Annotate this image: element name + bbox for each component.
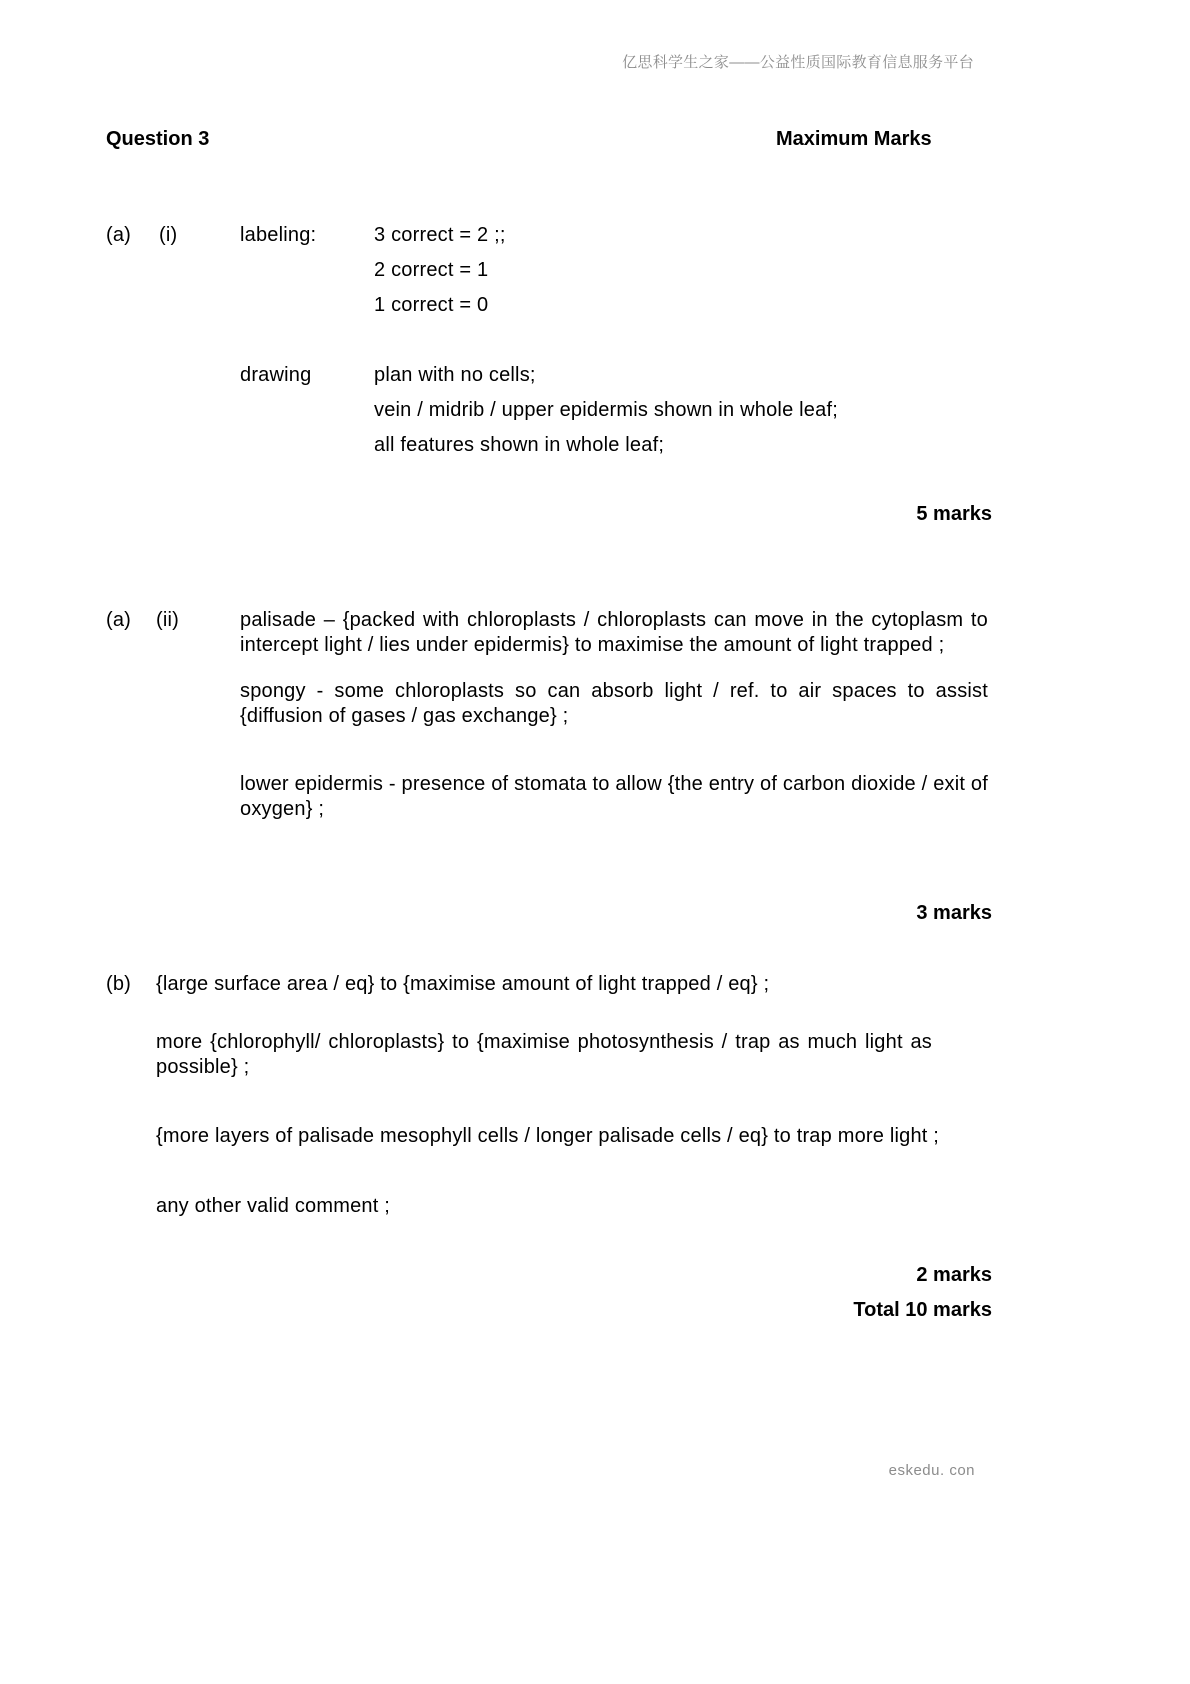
part-a-label: (a) [106, 224, 132, 246]
labeling-line: 3 correct = 2 ;; [374, 224, 506, 246]
part-a-ii-marks: 3 marks [916, 902, 992, 924]
part-b-label: (b) [106, 973, 132, 995]
answer-paragraph: spongy - some chloroplasts so can absorb light / ref. to air spaces to assist {diffusion of gases / gas exchange} ; [240, 680, 988, 727]
answer-paragraph: {more layers of palisade mesophyll cells / longer palisade cells / eq} to trap more light ; [156, 1125, 940, 1147]
drawing-line: plan with no cells; [374, 364, 536, 386]
answer-paragraph: {large surface area / eq} to {maximise amount of light trapped / eq} ; [156, 973, 770, 995]
total-marks: Total 10 marks [853, 1299, 992, 1321]
part-i-label: (i) [159, 224, 178, 246]
answer-paragraph: more {chlorophyll/ chloroplasts} to {maximise photosynthesis / trap as much light as possible} ; [156, 1031, 932, 1078]
drawing-line: vein / midrib / upper epidermis shown in whole leaf; [374, 399, 838, 421]
part-ii-label: (ii) [156, 609, 180, 631]
labeling-line: 2 correct = 1 [374, 259, 489, 281]
labeling-label: labeling: [240, 224, 317, 246]
site-header-text: 亿思科学生之家——公益性质国际教育信息服务平台 [622, 54, 974, 71]
answer-paragraph: any other valid comment ; [156, 1195, 390, 1217]
part-a-i-marks: 5 marks [916, 503, 992, 525]
part-b-marks: 2 marks [916, 1264, 992, 1286]
labeling-line: 1 correct = 0 [374, 294, 489, 316]
answer-paragraph: palisade – {packed with chloroplasts / chloroplasts can move in the cytoplasm to intercept light / lies under epidermis} to maximise the amount of light trapped ; [240, 609, 988, 656]
question-title: Question 3 [106, 128, 210, 150]
part-a-label: (a) [106, 609, 132, 631]
drawing-label: drawing [240, 364, 312, 386]
maximum-marks-heading: Maximum Marks [776, 128, 932, 150]
answer-paragraph: lower epidermis - presence of stomata to allow {the entry of carbon dioxide / exit of oxygen} ; [240, 773, 988, 820]
site-footer-text: eskedu. con [888, 1462, 975, 1479]
drawing-line: all features shown in whole leaf; [374, 434, 665, 456]
